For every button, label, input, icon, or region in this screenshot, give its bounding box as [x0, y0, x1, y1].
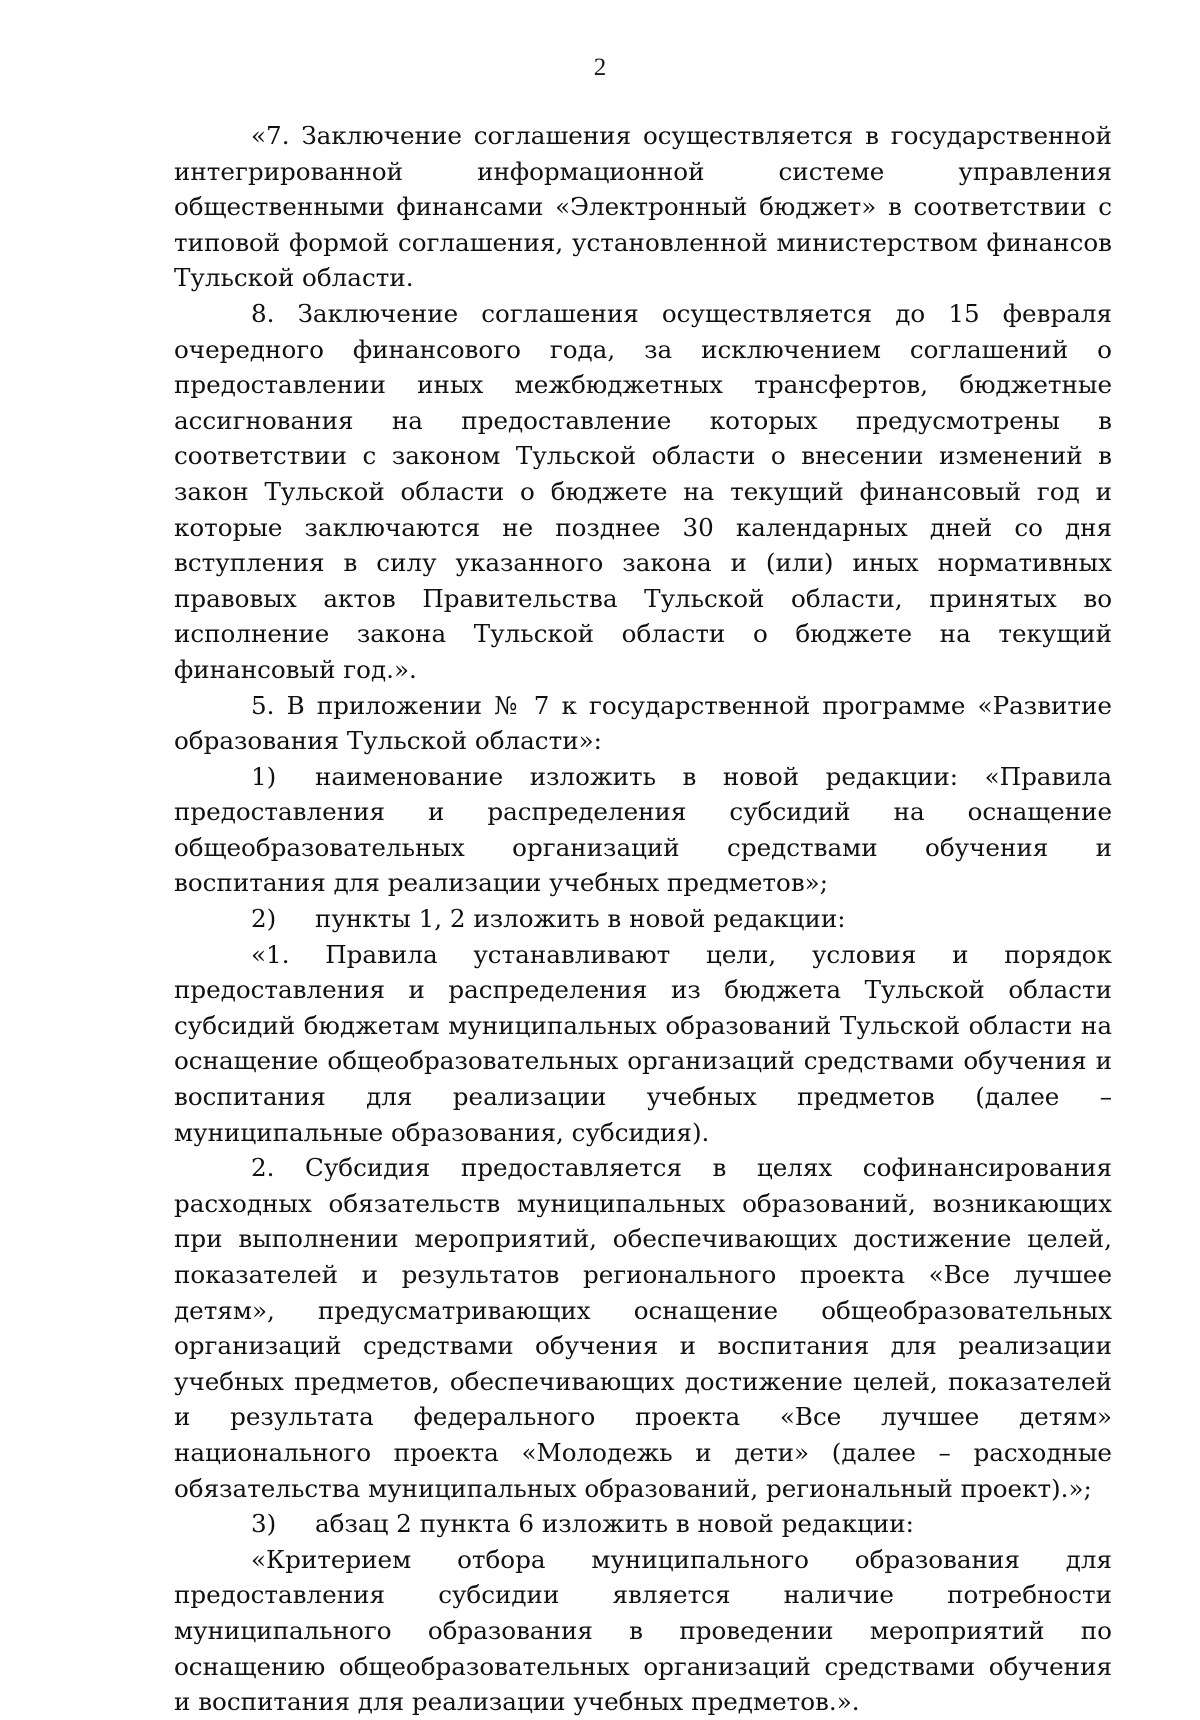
paragraph-rule-2: 2. Субсидия предоставляется в целях софинансирования расходных обязательств муниципальных образований, возникающих при выполнении мероприятий, обеспечивающих достижение целей, показателей и результатов регионального проекта «Все лучшее детям», предусматривающих оснащение общеобразовательных организаций средствами обучения и воспитания для реализации учебных предметов, обеспечивающих достижение целей, показателей и результата федерального проекта «Все лучшее детям» национального проекта «Молодежь и дети» (далее – расходные обязательства муниципальных образований, региональный проект).»;	[174, 1153, 1112, 1503]
list-item-number: 1)	[251, 761, 277, 791]
paragraph-5: 5. В приложении № 7 к государственной программе «Развитие образования Тульской области»:	[174, 690, 1112, 756]
page-number: 2	[593, 54, 607, 81]
paragraph-rule-1: «1. Правила устанавливают цели, условия и порядок предоставления и распределения из бюджета Тульской области субсидий бюджетам муниципальных образований Тульской области на оснащение общеобразовательных организаций средствами обучения и воспитания для реализации учебных предметов (далее – муниципальные образования, субсидия).	[174, 939, 1112, 1147]
document-body	[174, 118, 1112, 1720]
list-item-number: 2)	[251, 904, 277, 934]
list-item-text: наименование изложить в новой редакции: «Правила предоставления и распределения субсидий на оснащение общеобразовательных организаций средствами обучения и воспитания для реализации учебных предметов»;	[174, 761, 1112, 898]
list-item-number: 3)	[251, 1509, 277, 1539]
list-item-1	[174, 759, 1112, 901]
list-item-text: пункты 1, 2 изложить в новой редакции:	[315, 904, 846, 934]
list-item-3	[174, 1506, 1112, 1542]
paragraph-criterion: «Критерием отбора муниципального образования для предоставления субсидии является наличие потребности муниципального образования в проведении мероприятий по оснащению общеобразовательных организаций средствами обучения и воспитания для реализации учебных предметов.».	[174, 1544, 1112, 1717]
paragraph-7: «7. Заключение соглашения осуществляется в государственной интегрированной информационной системе управления общественными финансами «Электронный бюджет» в соответствии с типовой формой соглашения, установленной министерством финансов Тульской области.	[174, 121, 1112, 293]
list-item-2	[174, 901, 1112, 937]
list-item-text: абзац 2 пункта 6 изложить в новой редакции:	[315, 1509, 914, 1539]
paragraph-8: 8. Заключение соглашения осуществляется до 15 февраля очередного финансового года, за исключением соглашений о предоставлении иных межбюджетных трансфертов, бюджетные ассигнования на предоставление которых предусмотрены в соответствии с законом Тульской области о внесении изменений в закон Тульской области о бюджете на текущий финансовый год и которые заключаются не позднее 30 календарных дней со дня вступления в силу указанного закона и (или) иных нормативных правовых актов Правительства Тульской области, принятых во исполнение закона Тульской области о бюджете на текущий финансовый год.».	[174, 298, 1112, 684]
